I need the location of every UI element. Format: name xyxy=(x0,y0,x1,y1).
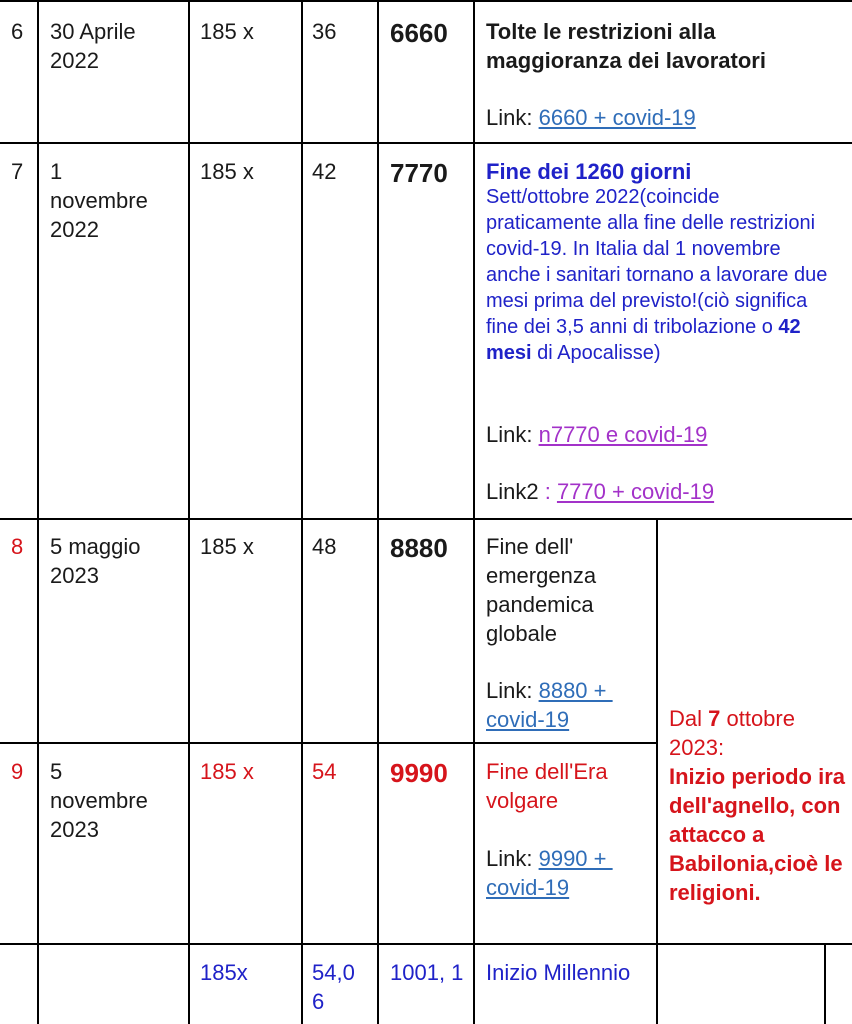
side-note-prefix: Dal xyxy=(669,706,709,731)
link-label: Link: xyxy=(486,678,539,703)
row-factor: 42 xyxy=(312,159,337,184)
link-n7770-covid[interactable]: n7770 e covid-19 xyxy=(538,422,708,447)
row-factor: 54,0 6 xyxy=(312,960,361,1014)
row-result: 7770 xyxy=(390,158,448,188)
row-result: 8880 xyxy=(390,533,448,563)
row-multiplier: 185 x xyxy=(200,159,254,184)
link-8880-covid[interactable]: 8880 + covid-19 xyxy=(486,678,613,732)
row-link xyxy=(486,420,707,449)
row-factor: 54 xyxy=(312,759,337,784)
date-month: novembre xyxy=(50,188,148,213)
side-note xyxy=(669,704,852,907)
date-year: 2023 xyxy=(50,817,99,842)
side-note-day: 7 xyxy=(708,706,721,731)
row-index: 8 xyxy=(11,534,24,559)
date-day: 1 xyxy=(50,159,63,184)
link-label: Link: xyxy=(486,422,539,447)
row-link xyxy=(486,844,646,902)
row-multiplier: 185 x xyxy=(200,19,254,44)
row-multiplier: 185 x xyxy=(200,759,254,784)
row-multiplier: 185 x xyxy=(200,534,254,559)
link-label: Link: xyxy=(486,105,539,130)
link2-sep: : xyxy=(538,479,557,504)
row-description xyxy=(486,184,838,366)
date-year: 2022 xyxy=(50,217,99,242)
link-6660-covid[interactable]: 6660 + covid-19 xyxy=(538,105,696,130)
row-link xyxy=(486,676,646,734)
row-result: 1001, 1 xyxy=(390,960,464,985)
link-7770-covid[interactable]: 7770 + covid-19 xyxy=(556,479,715,504)
link-9990-covid[interactable]: 9990 + covid-19 xyxy=(486,846,613,900)
row-link xyxy=(486,103,696,132)
row-title: Tolte le restrizioni alla maggioranza dei lavoratori xyxy=(486,19,766,73)
side-note-middle: ottobre 2023: xyxy=(669,706,802,760)
row-factor: 48 xyxy=(312,534,337,559)
row-title: Fine dei 1260 giorni xyxy=(486,159,692,184)
date-month: novembre xyxy=(50,788,148,813)
desc-bold: 42 mesi xyxy=(486,316,807,364)
row-date xyxy=(50,157,148,244)
row-title: Fine dell' emergenza pandemica globale xyxy=(486,534,603,646)
row-index: 7 xyxy=(11,159,24,184)
row-result: 9990 xyxy=(390,758,448,788)
desc-text-end: di Apocalisse) xyxy=(531,342,661,364)
link2-label: Link2 xyxy=(486,479,539,504)
row-date xyxy=(50,757,148,844)
row-index: 9 xyxy=(11,759,24,784)
row-result: 6660 xyxy=(390,18,448,48)
row-date: 30 Aprile 2022 xyxy=(50,19,142,73)
date-day: 5 xyxy=(50,759,63,784)
row-title: Fine dell'Era volgare xyxy=(486,759,614,813)
desc-text: Sett/ottobre 2022(coincide praticamente alla fine delle restrizioni covid-19. In Italia dal 1 novembre anche i sanitari tornano a lavorare due mesi prima del previsto!(ciò significa fine dei 3,5 anni di tribolazione o xyxy=(486,186,833,338)
row-index: 6 xyxy=(11,19,24,44)
row-multiplier: 185x xyxy=(200,960,248,985)
link-label: Link: xyxy=(486,846,539,871)
side-note-bold: Inizio periodo ira dell'agnello, con attacco a Babilonia,cioè le religioni. xyxy=(669,764,852,905)
row-title: Inizio Millennio xyxy=(486,960,631,985)
row-link2 xyxy=(486,477,714,506)
row-date: 5 maggio 2023 xyxy=(50,534,147,588)
row-factor: 36 xyxy=(312,19,337,44)
